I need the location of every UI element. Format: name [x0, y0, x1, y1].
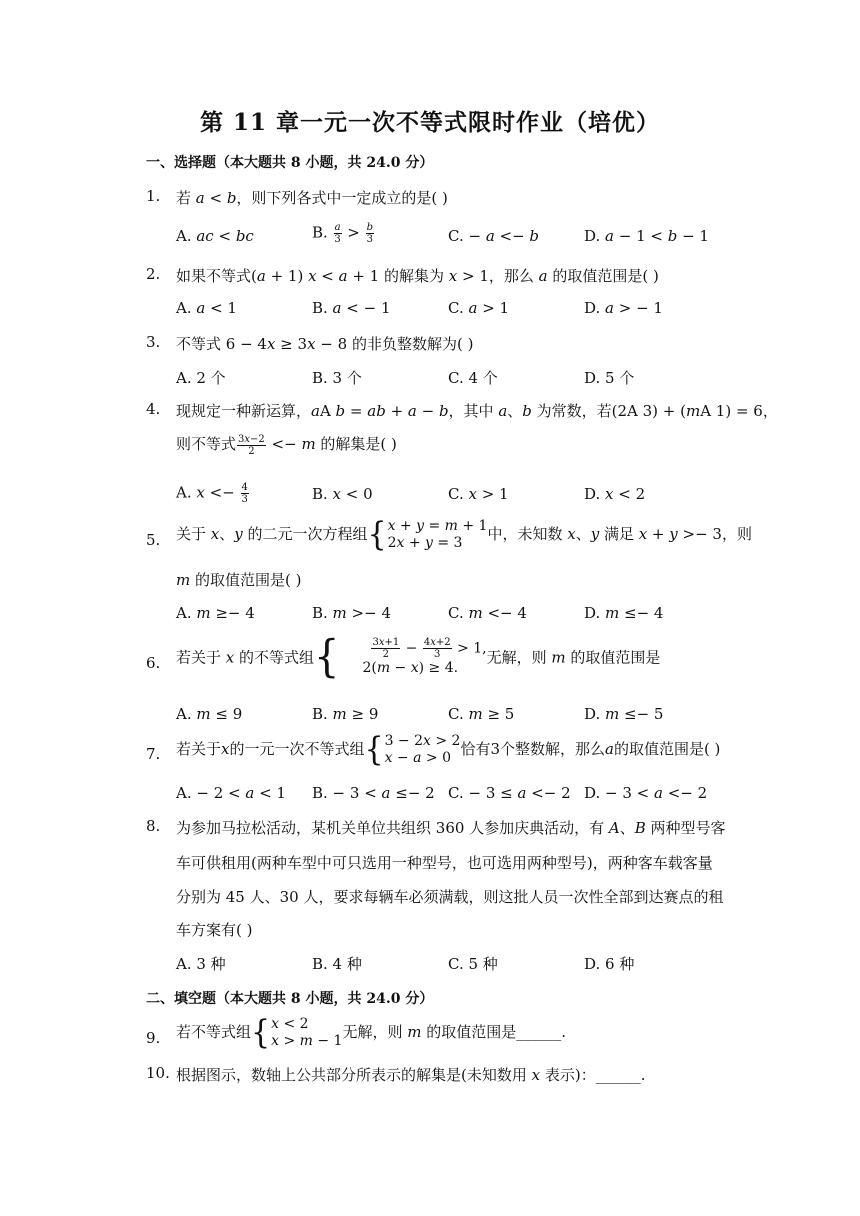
q6-option-b: B. 𝑚 ≥ 9 [312, 705, 379, 723]
question-4-text-line2: 则不等式 $\frac{\text{3𝑥−2}}{2}$ <− 𝑚 的解集是( ) [176, 433, 397, 457]
question-number: 6. [146, 654, 161, 672]
question-number: 5. [146, 531, 161, 549]
question-9-text: 若不等式组{ 𝑥 < 2 𝑥 > 𝑚 − 1 无解，则 𝑚 的取值范围是______. [176, 1013, 566, 1052]
q2-option-b: B. 𝑎 < − 1 [312, 299, 391, 317]
q8-option-d: D. 6 种 [584, 955, 635, 973]
section-heading-fill: 二、填空题（本大题共 8 小题，共 24.0 分） [146, 991, 434, 1007]
page-title: 第 11 章一元一次不等式限时作业（培优） [199, 109, 661, 136]
q5-option-b: B. 𝑚 >− 4 [312, 604, 391, 622]
q6-option-a: A. 𝑚 ≤ 9 [176, 705, 243, 723]
question-number: 2. [146, 265, 161, 283]
q4-option-c: C. 𝑥 > 1 [448, 485, 509, 503]
question-number: 8. [146, 817, 161, 835]
question-number: 1. [146, 187, 161, 205]
q5-option-c: C. 𝑚 <− 4 [448, 604, 527, 622]
question-7-text: 若关于𝑥的一元一次不等式组{ 3 − 2𝑥 > 2 𝑥 − 𝑎 > 0 恰有3个整数解，那么𝑎的取值范围是( ) [176, 730, 721, 769]
q3-option-b: B. 3 个 [312, 369, 362, 387]
question-10-text: 根据图示，数轴上公共部分所表示的解集是(未知数用 𝑥 表示)：______. [176, 1066, 646, 1084]
question-4-text-line1: 现规定一种新运算，𝑎A 𝑏 = 𝑎𝑏 + 𝑎 − 𝑏，其中 𝑎、𝑏 为常数，若(2A 3) + (𝑚A 1) = 6， [176, 402, 778, 420]
question-5-text-line1: 关于 𝑥、𝑦 的二元一次方程组{ 𝑥 + 𝑦 = 𝑚 + 1 2𝑥 + 𝑦 = 3 中，未知数 𝑥、𝑦 满足 𝑥 + 𝑦 >− 3，则 [176, 515, 752, 554]
fraction: $\frac{\text{3𝑥+1}}{2}$ [372, 637, 400, 660]
q1-option-b: B. $\frac{\text{𝑎}}{3}$ > $\frac{\text{𝑏}}{3}$ [312, 222, 374, 245]
question-6-text: 若关于 𝑥 的不等式组{ $\frac{\text{3𝑥+1}}{2}$ − $\frac{\text{4𝑥+2}}{3}$ > 1, 2(𝑚 − 𝑥) ≥ 4. 无解，则 𝑚 的取值范围是 [176, 631, 661, 683]
question-number: 4. [146, 400, 161, 418]
q6-option-c: C. 𝑚 ≥ 5 [448, 705, 515, 723]
inequality-system: 3 − 2𝑥 > 2 𝑥 − 𝑎 > 0 [384, 733, 461, 766]
question-number: 9. [146, 1029, 161, 1047]
q2-option-d: D. 𝑎 > − 1 [584, 299, 663, 317]
question-8-text-line3: 分别为 45 人、30 人，要求每辆车必须满载，则这批人员一次性全部到达赛点的租 [176, 888, 724, 906]
question-8-text-line2: 车可供租用(两种车型中可只选用一种型号，也可选用两种型号)，两种客车载客量 [176, 854, 713, 872]
fraction: $\frac{4}{3}$ [241, 482, 248, 505]
equation-system: 𝑥 + 𝑦 = 𝑚 + 1 2𝑥 + 𝑦 = 3 [387, 518, 488, 551]
q8-option-c: C. 5 种 [448, 955, 498, 973]
q4-option-d: D. 𝑥 < 2 [584, 485, 646, 503]
q7-option-a: A. − 2 < 𝑎 < 1 [176, 784, 286, 802]
question-3-text: 不等式 6 − 4𝑥 ≥ 3𝑥 − 8 的非负整数解为( ) [176, 335, 474, 353]
q5-option-d: D. 𝑚 ≤− 4 [584, 604, 664, 622]
q2-option-c: C. 𝑎 > 1 [448, 299, 510, 317]
q8-option-b: B. 4 种 [312, 955, 362, 973]
section-heading-choice: 一、选择题（本大题共 8 小题，共 24.0 分） [146, 155, 434, 171]
question-8-text-line4: 车方案有( ) [176, 921, 253, 939]
question-number: 3. [146, 333, 161, 351]
q3-option-c: C. 4 个 [448, 369, 498, 387]
q4-option-a: A. 𝑥 <− $\frac{4}{3}$ [176, 482, 248, 505]
brace-icon: { [367, 515, 387, 554]
question-number: 10. [146, 1064, 170, 1082]
brace-icon: { [314, 631, 340, 683]
q6-option-d: D. 𝑚 ≤− 5 [584, 705, 664, 723]
question-1-text: 若 𝑎 < 𝑏，则下列各式中一定成立的是( ) [176, 189, 448, 207]
fraction: $\frac{\text{𝑏}}{3}$ [366, 222, 374, 245]
q8-option-a: A. 3 种 [176, 955, 226, 973]
q2-option-a: A. 𝑎 < 1 [176, 299, 237, 317]
q1-option-d: D. 𝑎 − 1 < 𝑏 − 1 [584, 227, 709, 245]
q1-option-a: A. 𝑎𝑐 < 𝑏𝑐 [176, 227, 254, 245]
q3-option-d: D. 5 个 [584, 369, 635, 387]
question-number: 7. [146, 745, 161, 763]
q7-option-c: C. − 3 ≤ 𝑎 <− 2 [448, 784, 571, 802]
q7-option-b: B. − 3 < 𝑎 ≤− 2 [312, 784, 435, 802]
inequality-system: $\frac{\text{3𝑥+1}}{2}$ − $\frac{\text{4𝑥+2}}{3}$ > 1, 2(𝑚 − 𝑥) ≥ 4. [362, 637, 487, 676]
question-8-text-line1: 为参加马拉松活动，某机关单位共组织 360 人参加庆典活动，有 𝐴、𝐵 两种型号客 [176, 819, 726, 837]
q4-option-b: B. 𝑥 < 0 [312, 485, 373, 503]
fraction: $\frac{\text{𝑎}}{3}$ [334, 222, 341, 245]
question-2-text: 如果不等式(𝑎 + 1) 𝑥 < 𝑎 + 1 的解集为 𝑥 > 1，那么 𝑎 的取值范围是( ) [176, 267, 659, 285]
q5-option-a: A. 𝑚 ≥− 4 [176, 604, 255, 622]
brace-icon: { [364, 730, 384, 769]
q1-option-c: C. − 𝑎 <− 𝑏 [448, 227, 540, 245]
q7-option-d: D. − 3 < 𝑎 <− 2 [584, 784, 708, 802]
brace-icon: { [251, 1013, 271, 1052]
question-5-text-line2: 𝑚 的取值范围是( ) [176, 571, 302, 589]
inequality-system: 𝑥 < 2 𝑥 > 𝑚 − 1 [271, 1016, 343, 1049]
fraction: $\frac{\text{4𝑥+2}}{3}$ [423, 637, 451, 660]
q3-option-a: A. 2 个 [176, 369, 226, 387]
fraction: $\frac{\text{3𝑥−2}}{2}$ [238, 433, 265, 457]
